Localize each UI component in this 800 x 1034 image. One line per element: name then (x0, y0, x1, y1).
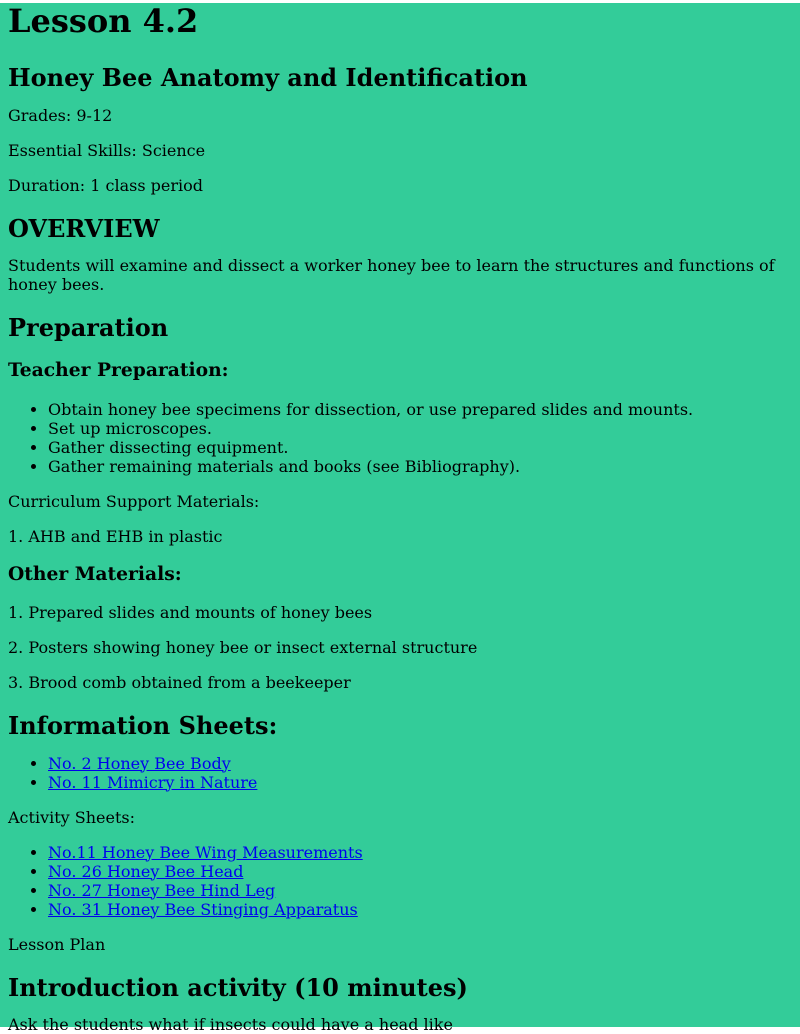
activity-sheet-item (48, 843, 792, 862)
introduction-activity-text: Ask the students what if insects could have a head like (8, 1014, 453, 1034)
teacher-preparation-item: • Obtain honey bee specimens for dissection, or use prepared slides and mounts. (48, 400, 792, 419)
essential-skills-line: Essential Skills: Science (8, 140, 206, 160)
information-sheets-heading: Information Sheets: (8, 711, 278, 741)
activity-sheets-label: Activity Sheets: (8, 807, 136, 827)
lesson-plan-label: Lesson Plan (8, 934, 106, 954)
other-materials-item: 3. Brood comb obtained from a beekeeper (8, 673, 351, 693)
introduction-activity-heading: Introduction activity (10 minutes) (8, 972, 468, 1002)
overview-heading: OVERVIEW (8, 213, 160, 243)
activity-sheet-link[interactable]: No. 31 Honey Bee Stinging Apparatus (48, 899, 358, 919)
information-sheet-link[interactable]: No. 11 Mimicry in Nature (48, 772, 258, 792)
overview-text: Students will examine and dissect a worker honey bee to learn the structures and functions of honey bees. (8, 255, 775, 294)
curriculum-support-label: Curriculum Support Materials: (8, 491, 260, 511)
other-materials-heading: Other Materials: (8, 562, 182, 585)
activity-sheet-link[interactable]: No. 27 Honey Bee Hind Leg (48, 880, 276, 900)
duration-line: Duration: 1 class period (8, 175, 204, 195)
teacher-preparation-heading: Teacher Preparation: (8, 358, 229, 381)
grades-line: Grades: 9-12 (8, 105, 113, 125)
information-sheet-link[interactable]: No. 2 Honey Bee Body (48, 753, 231, 773)
other-materials-item: 2. Posters showing honey bee or insect external structure (8, 638, 478, 658)
curriculum-support-item: 1. AHB and EHB in plastic (8, 526, 223, 546)
other-materials-list (8, 603, 792, 692)
activity-sheet-item (48, 862, 792, 881)
information-sheets-list (8, 754, 792, 792)
other-materials-item: 1. Prepared slides and mounts of honey bees (8, 603, 373, 623)
lesson-document (0, 2, 800, 1034)
activity-sheet-link[interactable]: No.11 Honey Bee Wing Measurements (48, 842, 363, 862)
activity-sheet-item (48, 881, 792, 900)
lesson-subtitle: Honey Bee Anatomy and Identification (8, 63, 528, 93)
activity-sheet-link[interactable]: No. 26 Honey Bee Head (48, 861, 244, 881)
page-title: Lesson 4.2 (8, 2, 199, 40)
information-sheet-item (48, 754, 792, 773)
information-sheet-item (48, 773, 792, 792)
activity-sheets-list (8, 843, 792, 919)
teacher-preparation-list (8, 400, 792, 476)
preparation-heading: Preparation (8, 312, 169, 342)
activity-sheet-item (48, 900, 792, 919)
teacher-preparation-item: • Gather dissecting equipment. (48, 438, 792, 457)
teacher-preparation-item: • Set up microscopes. (48, 419, 792, 438)
teacher-preparation-item: • Gather remaining materials and books (see Bibliography). (48, 457, 792, 476)
